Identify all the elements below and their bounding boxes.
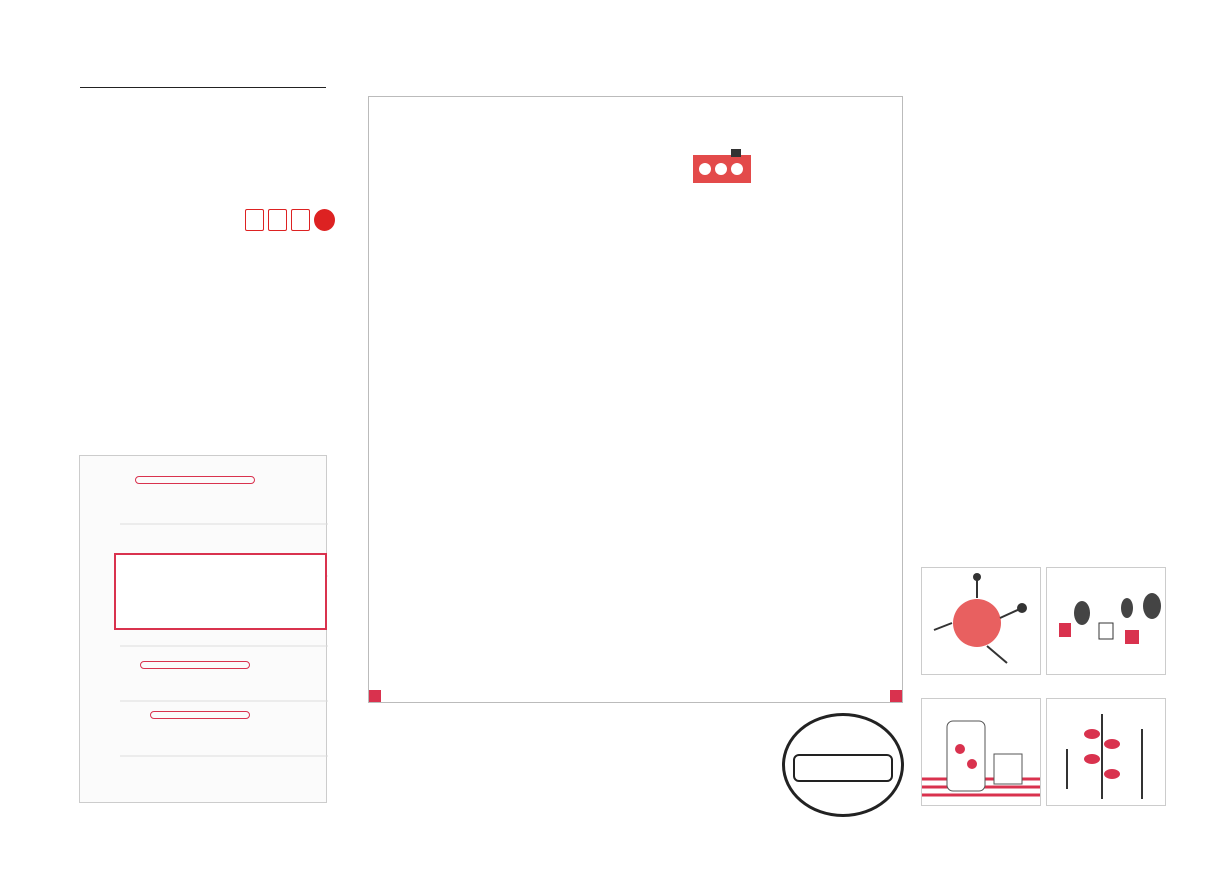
- thumb-grid-lines: [80, 456, 328, 804]
- radio-illustration: [691, 149, 753, 185]
- illustration-may: [1046, 567, 1166, 675]
- divider: [80, 87, 326, 88]
- ud-index-badge: [782, 713, 904, 817]
- feature-list: [917, 128, 1172, 134]
- page-number-left: [369, 690, 381, 702]
- illustration-october: [1046, 698, 1166, 806]
- holiday-badge-icon: [291, 209, 310, 231]
- page-number-right: [890, 690, 902, 702]
- spec-badges: [245, 209, 335, 231]
- paper-badge-icon: [268, 209, 287, 231]
- perforation-badge-icon: [245, 209, 264, 231]
- six-week-badge-icon: [314, 209, 335, 231]
- ud-line-1: [785, 725, 901, 738]
- illustration-april: [921, 567, 1041, 675]
- thumb-cover-band: [114, 553, 327, 630]
- calendar-page: [368, 96, 903, 703]
- ud-title: [793, 754, 893, 782]
- illustration-june: [921, 698, 1041, 806]
